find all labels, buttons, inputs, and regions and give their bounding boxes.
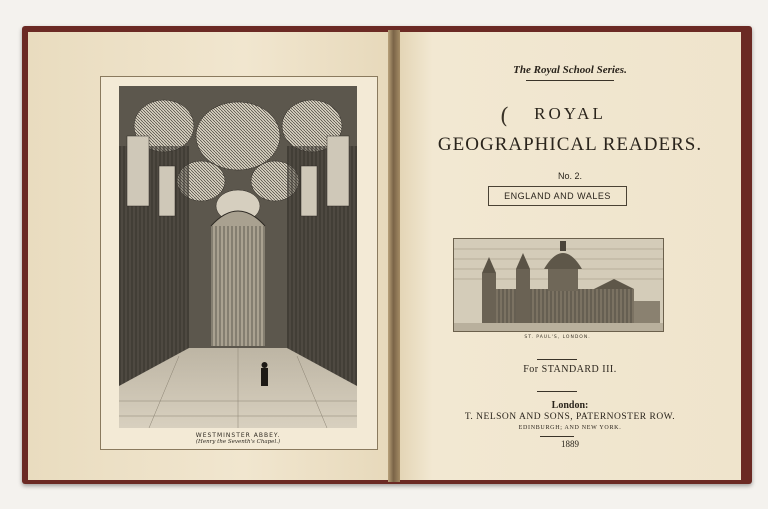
year-rule bbox=[540, 436, 574, 437]
vignette-caption: ST. PAUL'S, LONDON. bbox=[524, 335, 591, 340]
plate-subcaption: (Henry the Seventh's Chapel.) bbox=[195, 439, 281, 445]
standard-label: For STANDARD III. bbox=[523, 364, 617, 375]
publication-year: 1889 bbox=[561, 439, 579, 449]
westminster-abbey-engraving bbox=[119, 86, 357, 428]
plate-caption: WESTMINSTER ABBEY. bbox=[195, 432, 281, 439]
pencil-mark: ( bbox=[499, 103, 510, 130]
series-title: The Royal School Series. bbox=[513, 64, 627, 76]
series-underline bbox=[526, 80, 614, 81]
st-pauls-vignette bbox=[453, 238, 664, 332]
standard-rule-top bbox=[537, 359, 577, 360]
volume-number: No. 2. bbox=[557, 171, 582, 181]
book-gutter bbox=[388, 30, 400, 482]
imprint-city: London: bbox=[551, 400, 589, 411]
publisher-branches: EDINBURGH; AND NEW YORK. bbox=[518, 425, 622, 431]
standard-rule-bottom bbox=[537, 391, 577, 392]
subject-box: ENGLAND AND WALES bbox=[488, 186, 627, 206]
title-line-1: ROYAL bbox=[534, 104, 606, 123]
publisher-name: T. NELSON AND SONS, PATERNOSTER ROW. bbox=[464, 412, 676, 422]
title-line-2: GEOGRAPHICAL READERS. bbox=[437, 134, 703, 155]
